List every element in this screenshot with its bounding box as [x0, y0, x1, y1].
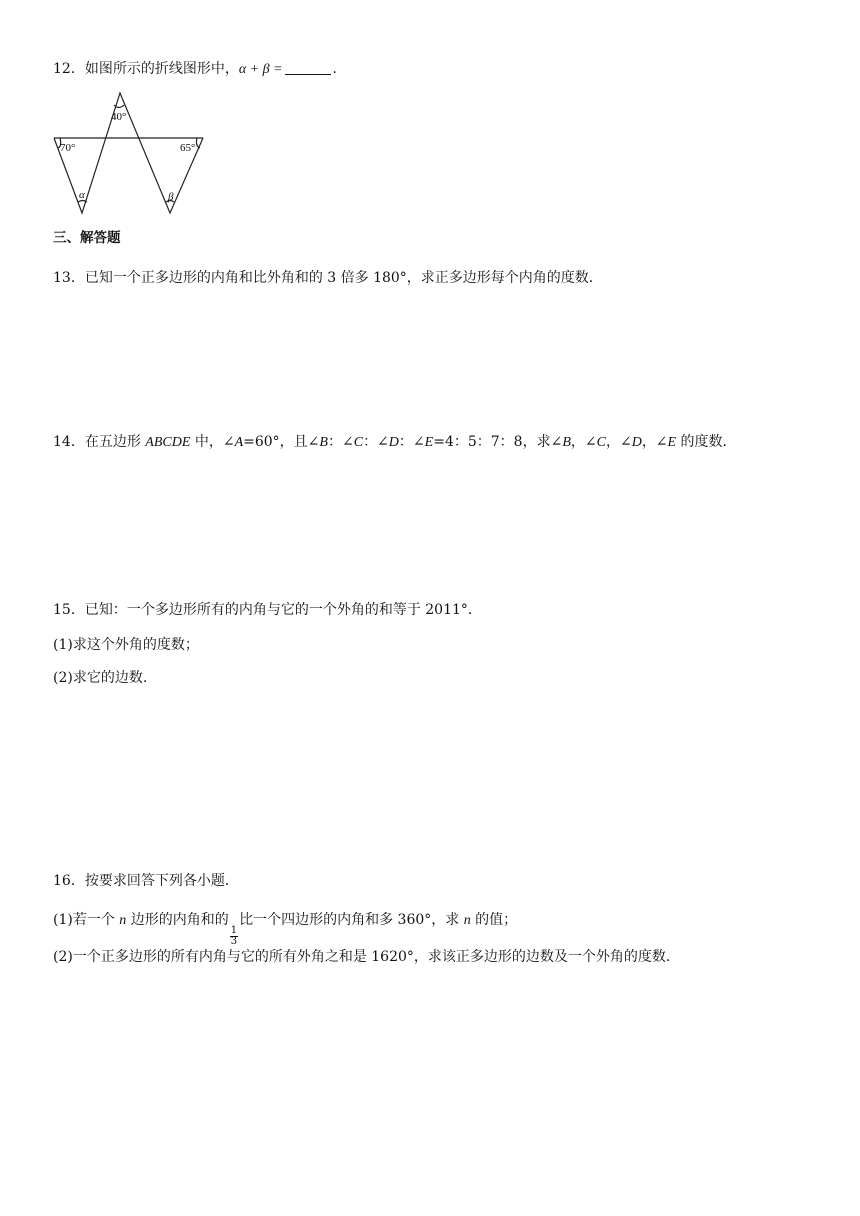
question-12 — [53, 59, 347, 80]
label-65: 65° — [180, 142, 196, 154]
math-expression: α + β = — [238, 62, 283, 77]
question-15 — [53, 600, 482, 620]
angle-letter: B — [319, 435, 328, 450]
angle-letter: E — [667, 435, 677, 450]
zigzag-figure — [52, 90, 208, 218]
question-14 — [53, 432, 737, 453]
question-15-part-2: (2)求它的边数. — [53, 670, 148, 686]
angle-letter: E — [424, 435, 434, 450]
text-segment: ：∠ — [327, 434, 354, 450]
pentagon-name: ABCDE — [145, 435, 191, 450]
text-segment: ：∠ — [398, 434, 425, 450]
text-segment: ，∠ — [570, 434, 597, 450]
section-title: 三、解答题 — [53, 230, 121, 246]
question-16-part-1 — [53, 910, 517, 947]
text-segment: 在五边形 — [84, 434, 146, 450]
label-70: 70° — [60, 142, 76, 154]
text-segment: ，∠ — [641, 434, 668, 450]
question-text: 按要求回答下列各小题． — [84, 873, 239, 889]
variable-n: n — [463, 913, 471, 928]
question-number: 12． — [53, 61, 85, 77]
sentence-end: ． — [332, 61, 347, 77]
question-16 — [53, 871, 239, 891]
text-segment: 边形的内角和的 — [126, 912, 229, 928]
variable-n: n — [119, 913, 127, 928]
question-number: 15． — [53, 602, 85, 618]
fraction-numerator: 1 — [230, 925, 238, 936]
text-segment: =4：5：7：8，求∠ — [433, 434, 563, 450]
angle-letter: B — [562, 435, 571, 450]
fraction-denominator: 3 — [230, 936, 238, 947]
fraction-one-third — [230, 926, 238, 947]
angle-letter: C — [596, 435, 606, 450]
text-segment: ：∠ — [363, 434, 389, 450]
angle-letter: D — [631, 435, 642, 450]
text-segment: 比一个四边形的内角和多 360°，求 — [239, 912, 464, 928]
text-segment: 的度数． — [676, 434, 737, 450]
label-40: 40° — [111, 111, 127, 123]
angle-letter: C — [353, 435, 364, 450]
question-text: 已知：一个多边形所有的内角与它的一个外角的和等于 2011°． — [84, 602, 482, 618]
question-15-part-1: (1)求这个外角的度数； — [53, 637, 199, 653]
label-beta: β — [168, 191, 174, 203]
question-13 — [53, 268, 603, 288]
text-segment: ，∠ — [605, 434, 632, 450]
text-segment: (1)若一个 — [53, 912, 120, 928]
text-segment: =60°，且∠ — [243, 434, 320, 450]
question-text: 如图所示的折线图形中， — [84, 61, 239, 77]
question-number: 16． — [53, 873, 85, 889]
angle-letter: D — [388, 435, 399, 450]
question-text: 已知一个正多边形的内角和比外角和的 3 倍多 180°，求正多边形每个内角的度数． — [84, 270, 603, 286]
answer-blank — [285, 60, 331, 75]
text-segment: 的值； — [470, 912, 518, 928]
text-segment: 中，∠ — [190, 434, 235, 450]
question-number: 14． — [53, 434, 85, 450]
angle-letter: A — [234, 435, 244, 450]
question-16-part-2: (2)一个正多边形的所有内角与它的所有外角之和是 1620°，求该正多边形的边数及一个外角的度数． — [53, 949, 680, 965]
label-alpha: α — [79, 189, 85, 201]
question-number: 13． — [53, 270, 85, 286]
